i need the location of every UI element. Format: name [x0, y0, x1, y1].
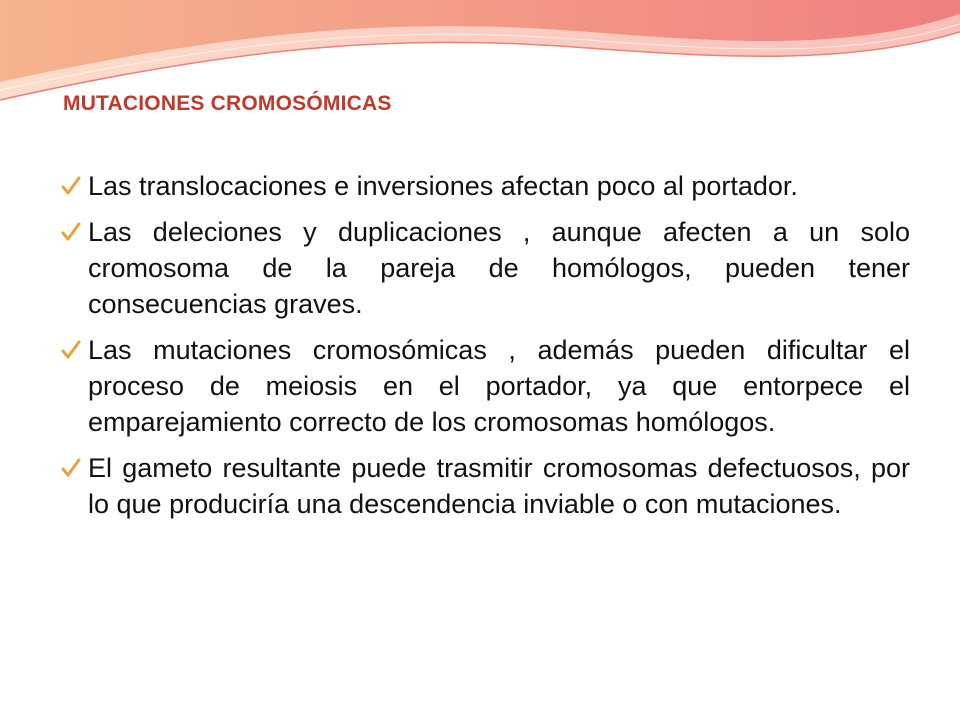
bullet-text: El gameto resultante puede trasmitir cromosomas defectuosos, por lo que produciría una descendencia inviable o con mutaciones.	[88, 453, 910, 519]
bullet-text: Las mutaciones cromosómicas , además pueden dificultar el proceso de meiosis en el portador, ya que entorpece el emparejamiento correcto de los cromosomas homólogos.	[88, 335, 910, 437]
bullet-item	[60, 214, 910, 322]
check-icon	[60, 457, 82, 479]
check-icon	[60, 339, 82, 361]
bullet-text: Las deleciones y duplicaciones , aunque afecten a un solo cromosoma de la pareja de homólogos, pueden tener consecuencias graves.	[88, 217, 910, 319]
bullet-item	[60, 450, 910, 522]
bullet-text: Las translocaciones e inversiones afectan poco al portador.	[88, 171, 798, 201]
bullet-item	[60, 332, 910, 440]
bullet-item	[60, 168, 910, 204]
check-icon	[60, 221, 82, 243]
slide-title: MUTACIONES CROMOSÓMICAS	[63, 92, 392, 115]
bullet-list	[60, 168, 910, 532]
check-icon	[60, 175, 82, 197]
